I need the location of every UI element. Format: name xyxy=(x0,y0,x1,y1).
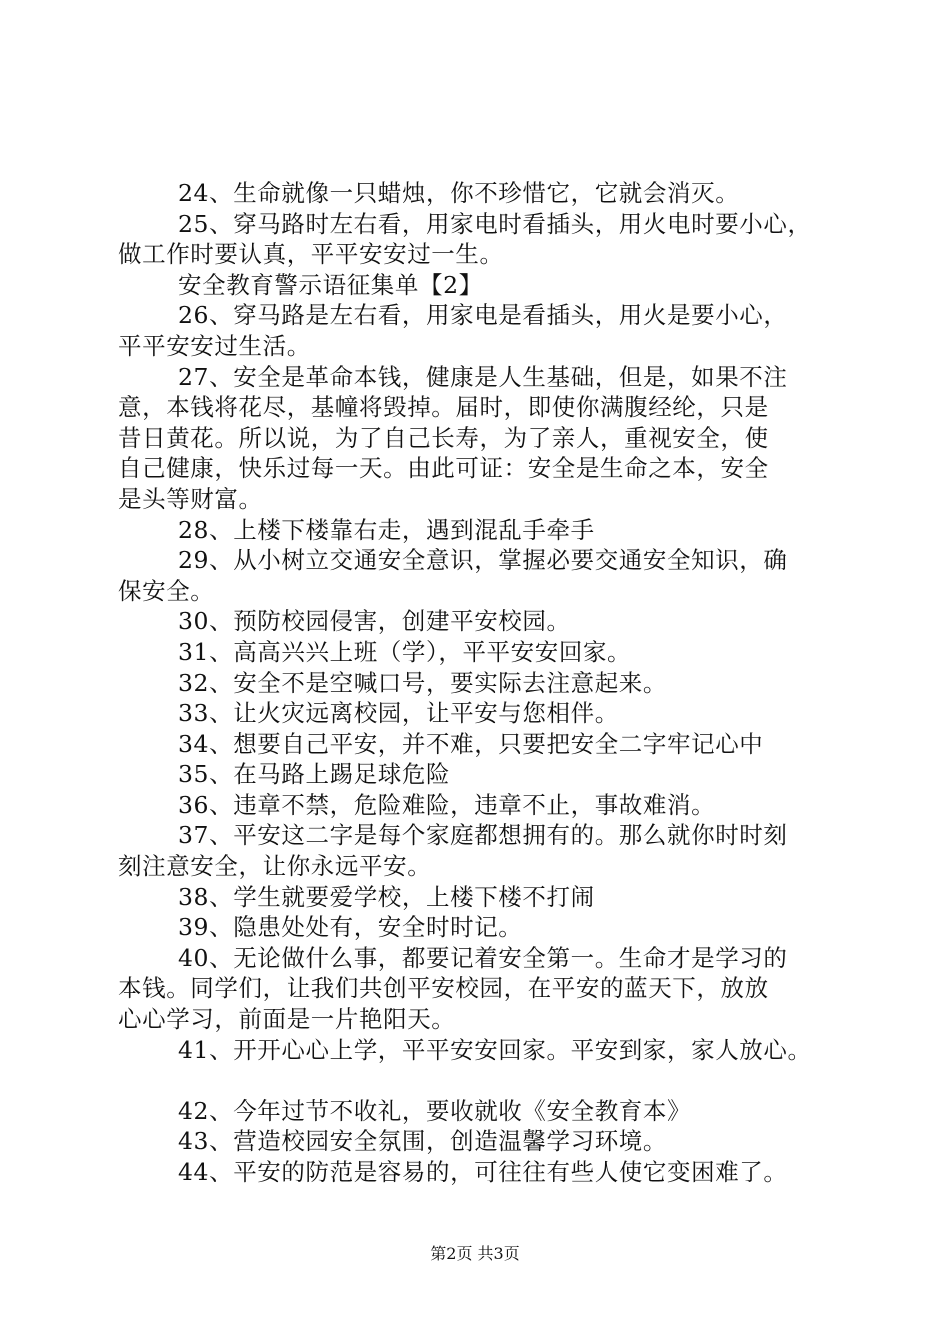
text-line: 27、安全是革命本钱，健康是人生基础，但是，如果不注 xyxy=(178,362,788,391)
blank-line xyxy=(118,1065,848,1096)
text-line: 35、在马路上踢足球危险 xyxy=(178,760,451,789)
text-line: 39、隐患处处有，安全时时记。 xyxy=(178,913,523,942)
text-line: 29、从小树立交通安全意识，掌握必要交通安全知识，确 xyxy=(178,546,788,575)
text-line: 36、违章不禁，危险难险，违章不止，事故难消。 xyxy=(178,790,716,819)
text-line: 44、平安的防范是容易的，可往往有些人使它变困难了。 xyxy=(178,1158,788,1186)
text-line: 38、学生就要爱学校，上楼下楼不打闹 xyxy=(178,882,595,911)
text-line: 本钱。同学们，让我们共创平安校园，在平安的蓝天下，放放 xyxy=(118,974,769,1003)
text-line: 刻注意安全，让你永远平安。 xyxy=(118,852,432,881)
text-line: 安全教育警示语征集单【2】 xyxy=(178,270,483,299)
text-line: 25、穿马路时左右看，用家电时看插头，用火电时要小心， xyxy=(178,209,812,238)
text-line: 28、上楼下楼靠右走，遇到混乱手牵手 xyxy=(178,515,595,544)
text-line: 自己健康，快乐过每一天。由此可证：安全是生命之本，安全 xyxy=(118,454,769,483)
text-line: 42、今年过节不收礼，要收就收《安全教育本》 xyxy=(178,1096,692,1125)
text-line: 24、生命就像一只蜡烛，你不珍惜它，它就会消灭。 xyxy=(178,179,740,207)
text-line: 是头等财富。 xyxy=(118,484,263,513)
text-line: 昔日黄花。所以说，为了自己长寿，为了亲人，重视安全，使 xyxy=(118,423,769,452)
text-line: 32、安全不是空喊口号，要实际去注意起来。 xyxy=(178,668,668,697)
text-line: 保安全。 xyxy=(118,576,215,605)
text-line: 34、想要自己平安，并不难，只要把安全二字牢记心中 xyxy=(178,729,764,758)
text-line: 30、预防校园侵害，创建平安校园。 xyxy=(178,607,571,636)
text-line: 做工作时要认真，平平安安过一生。 xyxy=(118,240,504,269)
text-line: 平平安安过生活。 xyxy=(118,331,311,360)
text-line: 33、让火灾远离校园，让平安与您相伴。 xyxy=(178,699,619,728)
text-line: 26、穿马路是左右看，用家电是看插头，用火是要小心， xyxy=(178,301,788,330)
page-footer: 第2页 共3页 xyxy=(430,1244,520,1263)
text-line: 40、无论做什么事，都要记着安全第一。生命才是学习的 xyxy=(178,943,788,972)
text-line: 心心学习，前面是一片艳阳天。 xyxy=(118,1005,456,1034)
text-line: 31、高高兴兴上班（学），平平安安回家。 xyxy=(178,637,632,666)
text-line: 43、营造校园安全氛围，创造温馨学习环境。 xyxy=(178,1127,668,1156)
text-line: 41、开开心心上学，平平安安回家。平安到家，家人放心。 xyxy=(178,1035,812,1064)
document-body xyxy=(118,178,848,1188)
text-line: 意，本钱将花尽，基幢将毁掉。届时，即使你满腹经纶，只是 xyxy=(118,393,769,422)
text-line: 37、平安这二字是每个家庭都想拥有的。那么就你时时刻 xyxy=(178,821,788,850)
